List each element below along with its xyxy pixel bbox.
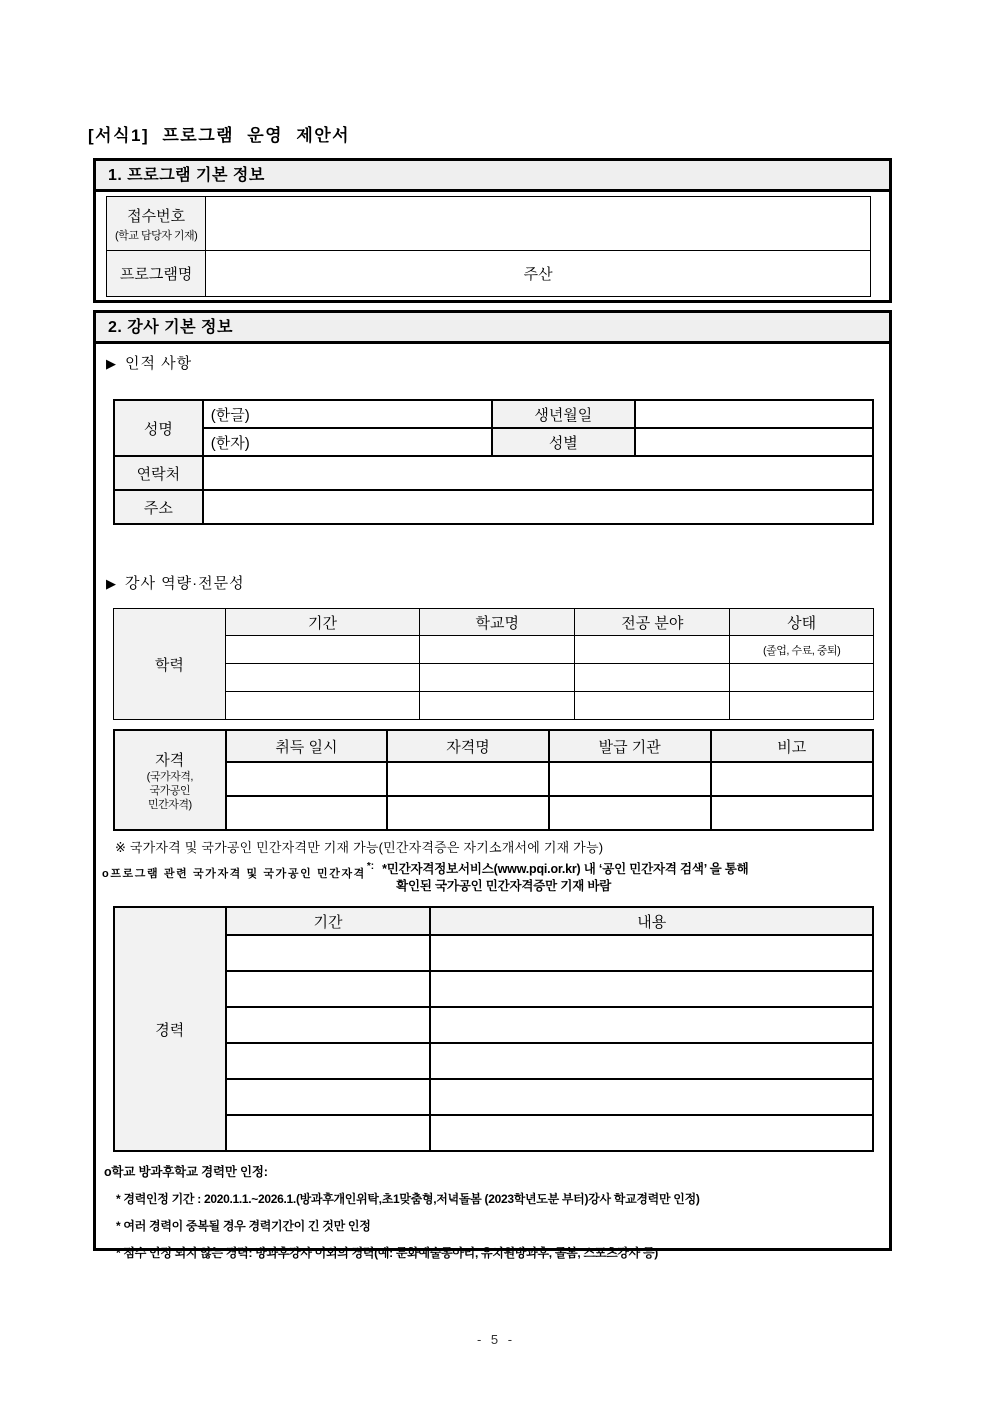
program-certification-note-label: o프로그램 관련 국가자격 및 국가공인 민간자격 [102,868,366,880]
column-header-content: 내용 [430,907,873,935]
program-basic-info-table [106,196,871,297]
career-notes [104,1162,889,1261]
certification-note: ※ 국가자격 및 국가공인 민간자격만 기재 가능(민간자격증은 자기소개서에 기재 가능) [115,840,604,855]
table-row [114,400,873,428]
document-title: [서식1] 프로그램 운영 제안서 [88,126,351,145]
career-period-cell [226,1043,431,1079]
career-content-cell [430,1043,873,1079]
program-name-value-cell: 주산 [206,251,871,297]
program-certification-note-detail [382,861,748,895]
education-status-cell [730,664,874,692]
personal-info-table [113,399,874,525]
table-row [114,935,873,971]
certification-name-cell [387,762,549,796]
education-table [113,608,874,720]
asterisk-superscript: *: [366,861,375,872]
address-value-cell [203,490,873,524]
table-header-row [114,609,874,636]
education-major-cell [575,664,730,692]
section-instructor-basic-info [93,310,892,1260]
receipt-number-label-cell [107,197,206,251]
career-content-cell [430,935,873,971]
receipt-number-value-cell [206,197,871,251]
certification-row-sublabel: (국가자격, [146,770,193,783]
table-row [114,1007,873,1043]
note-detail-line1: *민간자격정보서비스(www.pqi.or.kr) 내 ‘공인 민간자격 검색’ 을 통해 [382,862,749,876]
career-period-cell [226,1007,431,1043]
table-row [114,636,874,664]
table-header-row [114,907,873,935]
education-status-cell [730,692,874,720]
certification-remarks-cell [711,796,873,830]
certification-table [113,729,874,831]
career-content-cell [430,971,873,1007]
table-row [114,1115,873,1151]
column-header-acquired-date: 취득 일시 [226,730,388,762]
birthdate-value-cell [635,400,873,428]
certification-issuer-cell [549,762,711,796]
table-row [114,796,873,830]
table-row [107,251,871,297]
career-notes-heading: o학교 방과후학교 경력만 인정: [104,1165,268,1179]
section2-header: 2. 강사 기본 정보 [96,313,889,344]
certification-row-sublabel: 국가공인 [149,784,191,797]
section-program-basic-info [93,158,892,303]
column-header-remarks: 비고 [711,730,873,762]
personal-info-heading-label: 인적 사항 [125,355,193,372]
contact-value-cell [203,456,873,490]
table-row [114,428,873,456]
career-row-label-cell: 경력 [114,907,226,1151]
education-period-cell [225,664,420,692]
table-row [114,664,874,692]
table-row [114,692,874,720]
education-period-cell [225,636,420,664]
certification-date-cell [226,762,388,796]
education-school-cell [420,664,575,692]
education-school-cell [420,692,575,720]
career-note-item: * 여러 경력이 중복될 경우 경력기간이 긴 것만 인정 [116,1219,371,1233]
table-row [114,1079,873,1115]
column-header-issuer: 발급 기관 [549,730,711,762]
birthdate-label-cell: 생년월일 [492,400,635,428]
table-row [114,1043,873,1079]
certification-remarks-cell [711,762,873,796]
career-content-cell [430,1007,873,1043]
competency-heading-label: 강사 역량·전문성 [125,575,245,592]
career-period-cell [226,1115,431,1151]
column-header-major: 전공 분야 [575,609,730,636]
career-note-item: * 경력인정 기간 : 2020.1.1.~2026.1.(방과후개인위탁,초1맞춤형,저녁돌봄 (2023학년도분 부터)강사 학교경력만 인정) [116,1192,700,1206]
table-row [107,197,871,251]
personal-info-heading [106,352,889,373]
career-content-cell [430,1079,873,1115]
career-period-cell [226,1079,431,1115]
education-period-cell [225,692,420,720]
table-row [114,456,873,490]
career-period-cell [226,971,431,1007]
table-row [114,762,873,796]
education-school-cell [420,636,575,664]
competency-heading [106,572,889,593]
certification-name-cell [387,796,549,830]
table-row [114,971,873,1007]
career-content-cell [430,1115,873,1151]
page-number: - 5 - [476,1332,516,1347]
program-certification-note [102,861,889,895]
column-header-school: 학교명 [420,609,575,636]
career-table [113,906,874,1152]
education-status-note-cell: (졸업, 수료, 중퇴) [730,636,874,664]
gender-value-cell [635,428,873,456]
certification-row-sublabel: 민간자격) [147,798,192,811]
triangle-bullet-icon: ▶ [106,576,117,591]
career-note-item: * 점수 인정 되지 않는 경력: 방과후강사 이외의 경력(예: 문화예술동아리, 유치원방과후, 돌봄, 스포츠강사 등) [116,1246,658,1260]
column-header-period: 기간 [226,907,431,935]
gender-label-cell: 성별 [492,428,635,456]
receipt-number-sublabel: (학교 담당자 기재) [114,229,198,242]
triangle-bullet-icon: ▶ [106,356,117,371]
certification-row-label: 자격 [155,751,185,769]
section1-header: 1. 프로그램 기본 정보 [96,161,889,192]
name-hangul-cell: (한글) [203,400,492,428]
name-hanja-cell: (한자) [203,428,492,456]
education-row-label-cell: 학력 [114,609,226,720]
receipt-number-label: 접수번호 [127,207,186,225]
column-header-cert-name: 자격명 [387,730,549,762]
name-label-cell: 성명 [114,400,203,456]
career-period-cell [226,935,431,971]
table-row [114,490,873,524]
column-header-status: 상태 [730,609,874,636]
certification-issuer-cell [549,796,711,830]
education-major-cell [575,692,730,720]
program-name-label-cell: 프로그램명 [107,251,206,297]
address-label-cell: 주소 [114,490,203,524]
note-detail-line2: 확인된 국가공인 민간자격증만 기재 바람 [396,879,612,893]
column-header-period: 기간 [225,609,420,636]
table-header-row [114,730,873,762]
contact-label-cell: 연락처 [114,456,203,490]
education-major-cell [575,636,730,664]
certification-date-cell [226,796,388,830]
certification-row-label-cell [114,730,226,830]
